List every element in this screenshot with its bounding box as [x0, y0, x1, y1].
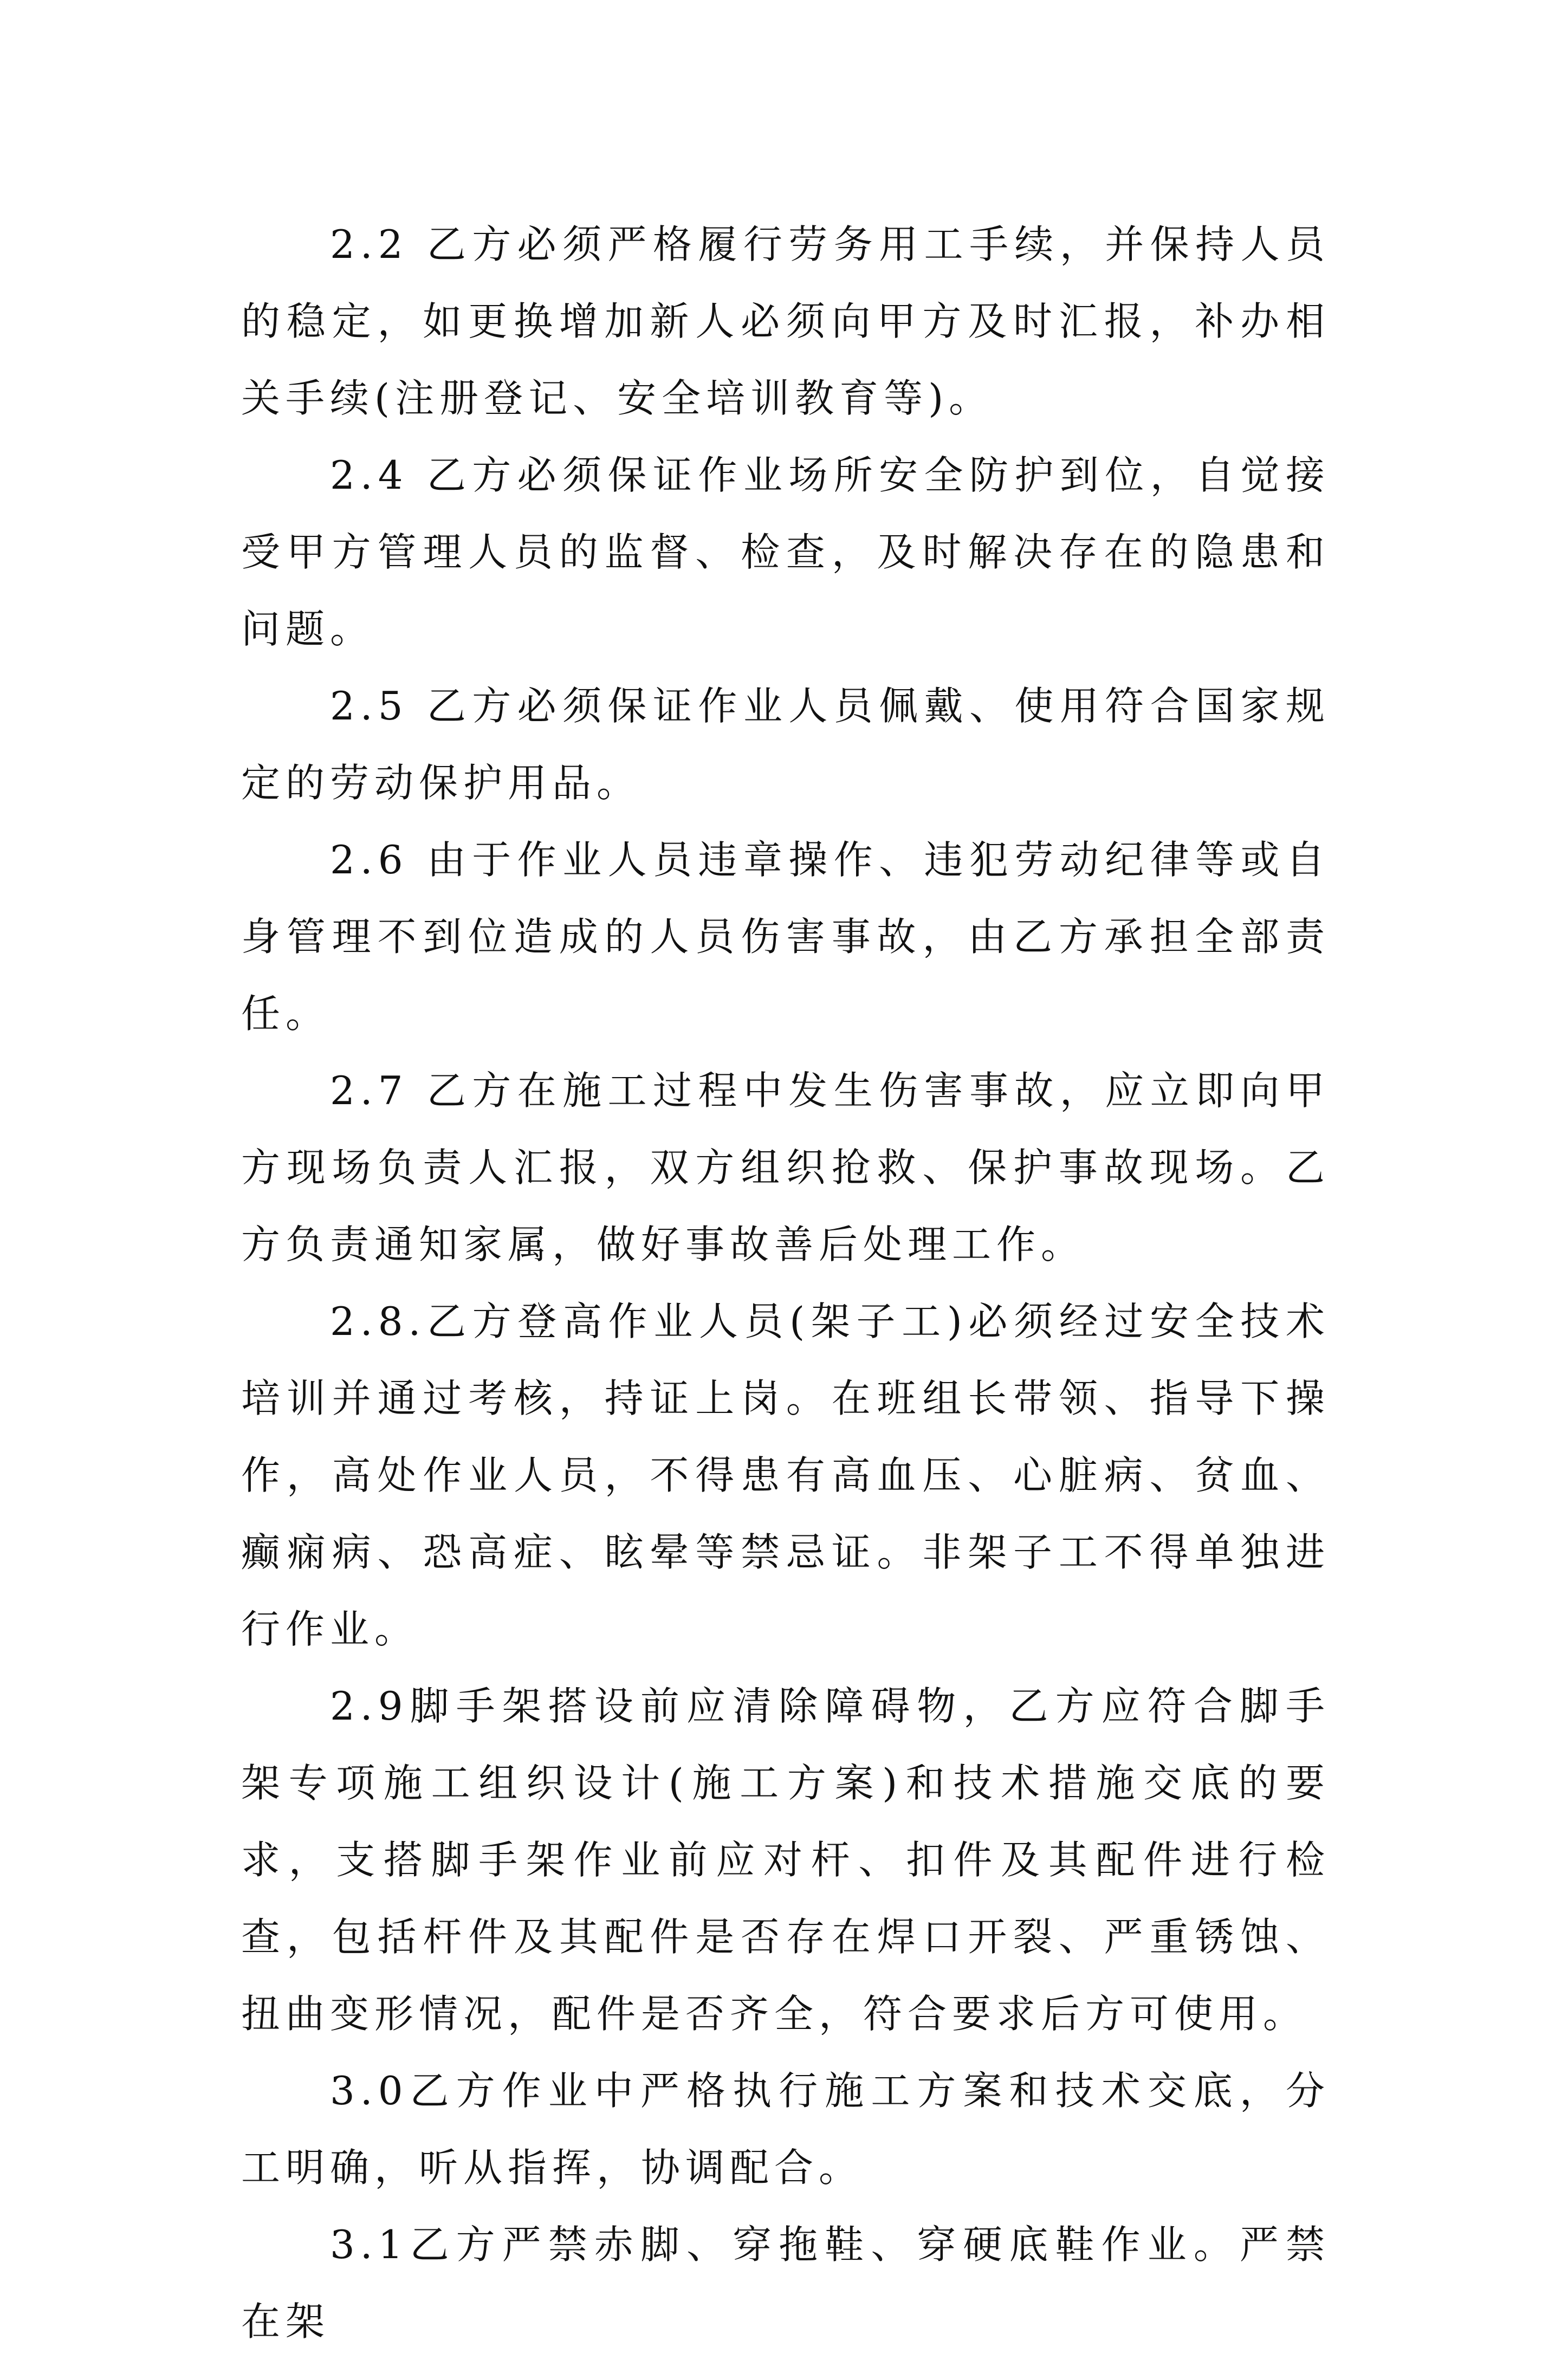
paragraph-2-5: 2.5 乙方必须保证作业人员佩戴、使用符合国家规定的劳动保护用品。 — [241, 683, 1330, 806]
paragraph-3-0: 3.0乙方作业中严格执行施工方案和技术交底，分工明确，听从指挥，协调配合。 — [241, 2068, 1330, 2190]
paragraph-2-9: 2.9脚手架搭设前应清除障碍物，乙方应符合脚手架专项施工组织设计(施工方案)和技术措施交底的要求，支搭脚手架作业前应对杆、扣件及其配件进行检查，包括杆件及其配件是否存在焊口开裂、严重锈蚀、扭曲变形情况，配件是否齐全，符合要求后方可使用。 — [241, 1683, 1330, 2037]
paragraph-2-4: 2.4 乙方必须保证作业场所安全防护到位，自觉接受甲方管理人员的监督、检查，及时解决存在的隐患和问题。 — [241, 452, 1330, 652]
paragraph-2-7: 2.7 乙方在施工过程中发生伤害事故，应立即向甲方现场负责人汇报，双方组织抢救、保护事故现场。乙方负责通知家属，做好事故善后处理工作。 — [241, 1068, 1330, 1267]
paragraph-2-6: 2.6 由于作业人员违章操作、违犯劳动纪律等或自身管理不到位造成的人员伤害事故，由乙方承担全部责任。 — [241, 837, 1330, 1036]
paragraph-2-8: 2.8.乙方登高作业人员(架子工)必须经过安全技术培训并通过考核，持证上岗。在班组长带领、指导下操作，高处作业人员，不得患有高血压、心脏病、贫血、癫痫病、恐高症、眩晕等禁忌证。非架子工不得单独进行作业。 — [241, 1299, 1330, 1652]
document-body — [241, 206, 1330, 2360]
paragraph-3-1: 3.1乙方严禁赤脚、穿拖鞋、穿硬底鞋作业。严禁在架 — [241, 2222, 1330, 2344]
paragraph-2-2: 2.2 乙方必须严格履行劳务用工手续，并保持人员的稳定，如更换增加新人必须向甲方及时汇报，补办相关手续(注册登记、安全培训教育等)。 — [241, 222, 1330, 421]
